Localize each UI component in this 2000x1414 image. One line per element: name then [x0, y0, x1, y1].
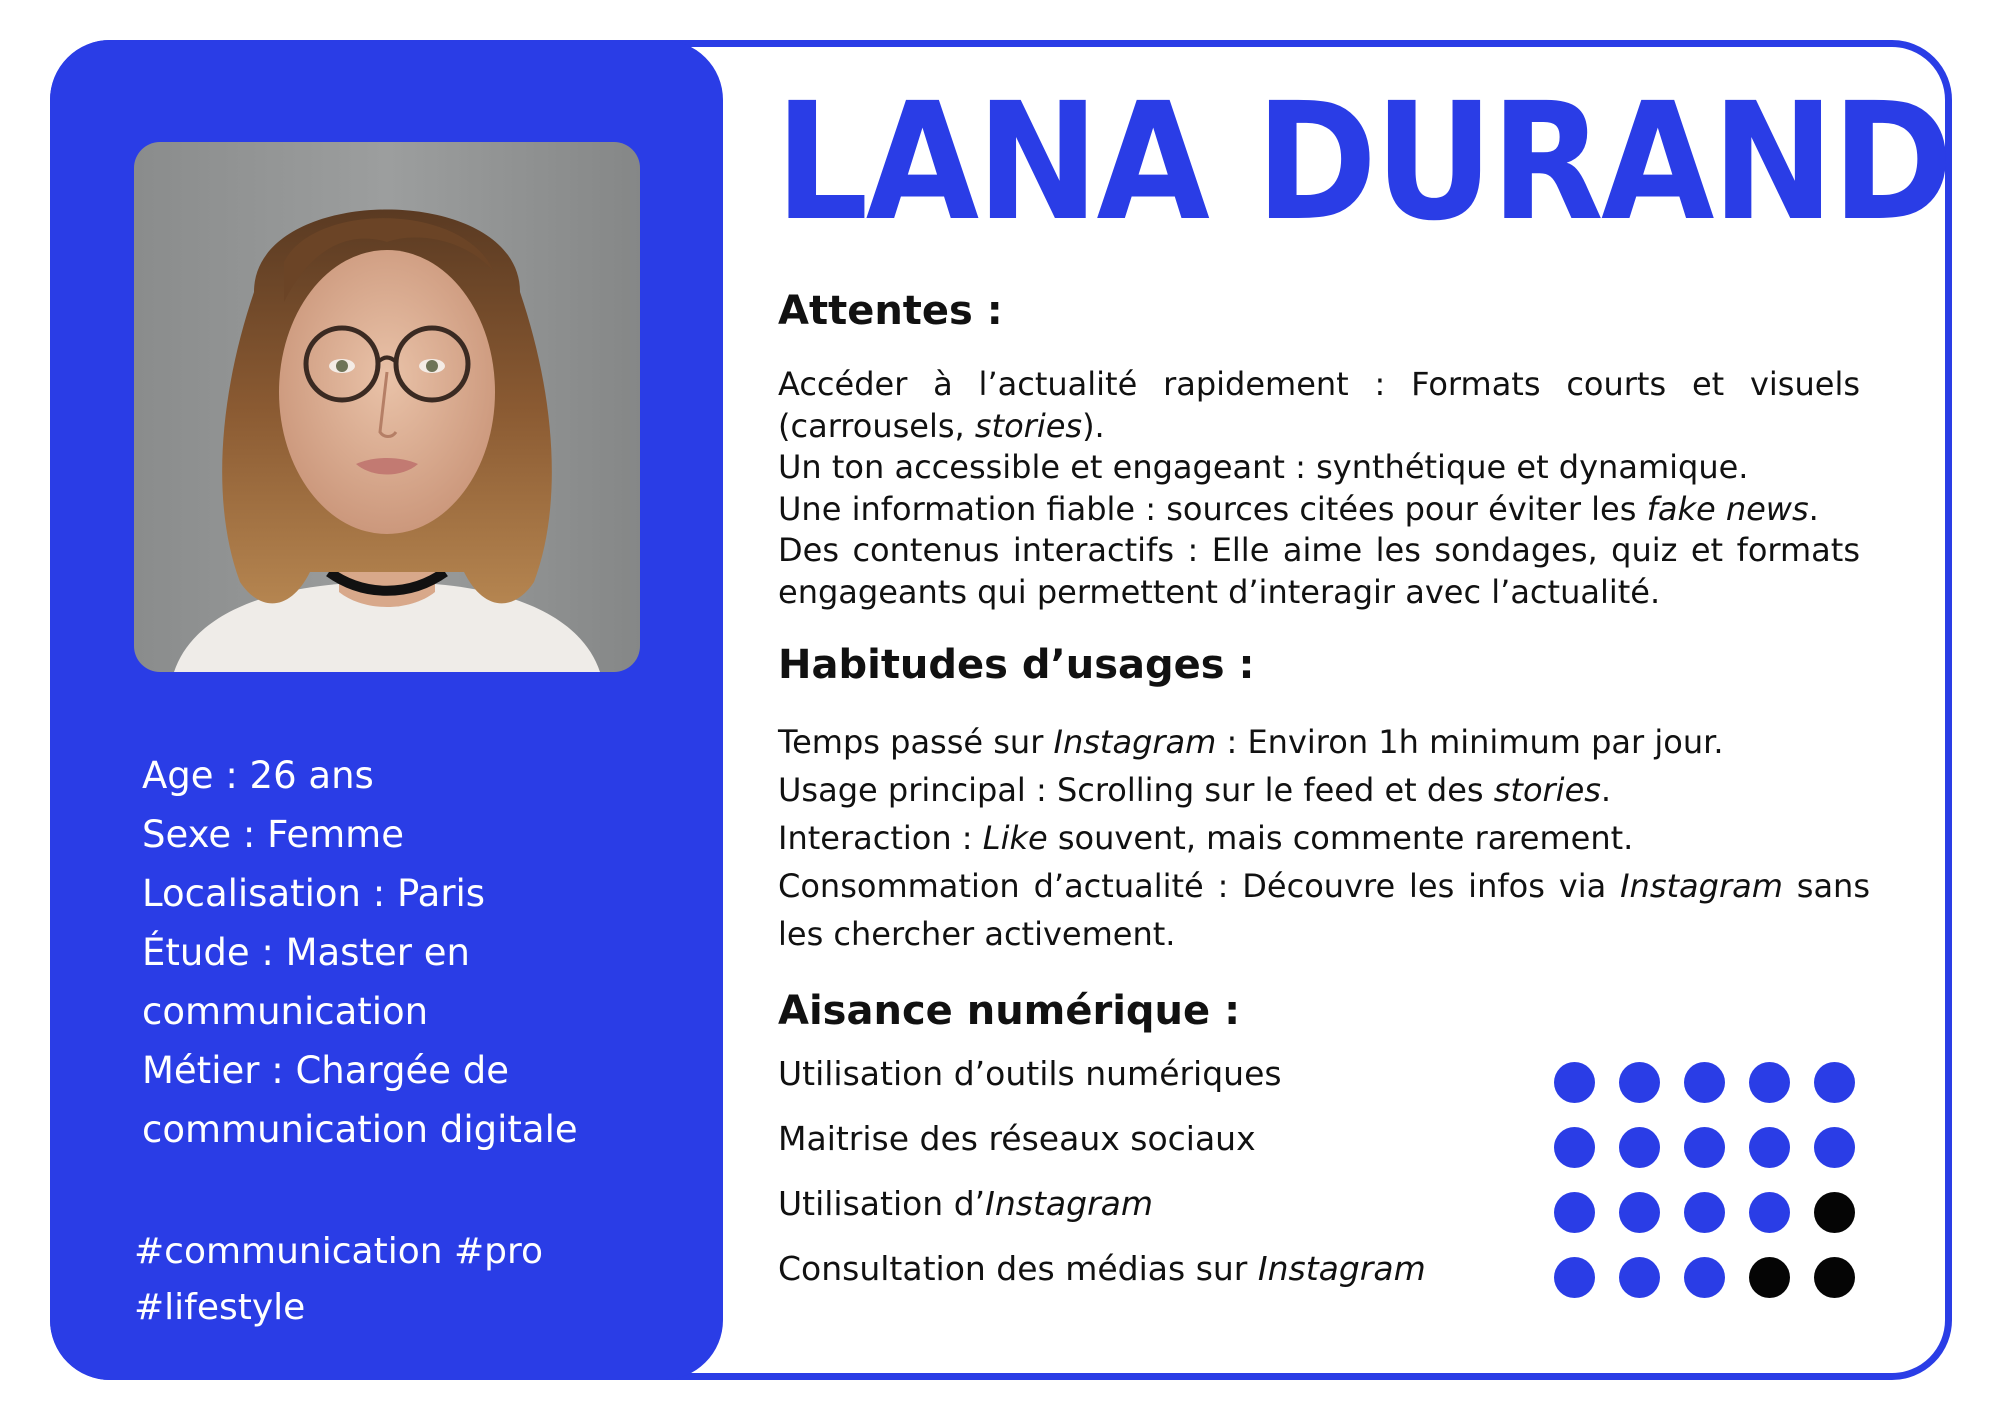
- attentes-item: Accéder à l’actualité rapidement : Formats courts et visuels (carrousels, stories).: [778, 365, 1860, 445]
- identity-age: Age : 26 ans: [142, 754, 374, 797]
- skill-label: Maitrise des réseaux sociaux: [778, 1119, 1256, 1158]
- skill-row: [778, 1054, 1868, 1119]
- identity-job-cont: communication digitale: [142, 1108, 578, 1151]
- habitudes-list: [778, 718, 1870, 958]
- rating-dot-filled: [1684, 1192, 1725, 1233]
- rating-dot-filled: [1619, 1127, 1660, 1168]
- habitudes-item: Temps passé sur Instagram : Environ 1h minimum par jour.: [778, 723, 1724, 761]
- rating-dot-filled: [1684, 1257, 1725, 1298]
- skill-label: Utilisation d’outils numériques: [778, 1054, 1282, 1093]
- attentes-item: Une information fiable : sources citées pour éviter les fake news.: [778, 489, 1819, 528]
- skill-label: Consultation des médias sur Instagram: [778, 1249, 1426, 1288]
- identity-study: Étude : Master en: [142, 931, 470, 974]
- rating-dot-filled: [1619, 1257, 1660, 1298]
- aisance-heading: Aisance numérique :: [778, 988, 1241, 1034]
- rating-dot-filled: [1684, 1062, 1725, 1103]
- attentes-heading: Attentes :: [778, 288, 1003, 334]
- attentes-item: Des contenus interactifs : Elle aime les sondages, quiz et formats engageants qui permettent d’interagir avec l’actualité.: [778, 531, 1860, 611]
- rating-dot-filled: [1554, 1192, 1595, 1233]
- habitudes-item: Usage principal : Scrolling sur le feed et des stories.: [778, 771, 1612, 809]
- identity-location: Localisation : Paris: [142, 872, 486, 915]
- rating-dot-filled: [1749, 1192, 1790, 1233]
- hashtags: [134, 1224, 694, 1336]
- portrait-photo: [134, 142, 640, 672]
- rating-dots: [1554, 1257, 1855, 1298]
- rating-dots: [1554, 1192, 1855, 1233]
- identity-sex: Sexe : Femme: [142, 813, 404, 856]
- rating-dots: [1554, 1062, 1855, 1103]
- skills-list: [778, 1054, 1868, 1314]
- habitudes-heading: Habitudes d’usages :: [778, 642, 1255, 688]
- rating-dot-filled: [1749, 1062, 1790, 1103]
- habitudes-item: Consommation d’actualité : Découvre les infos via Instagram sans les chercher activement.: [778, 867, 1871, 953]
- rating-dot-filled: [1749, 1127, 1790, 1168]
- hashtag-line: #communication #pro: [134, 1231, 544, 1272]
- rating-dot-filled: [1814, 1127, 1855, 1168]
- skill-row: [778, 1249, 1868, 1314]
- identity-details: [142, 746, 702, 1159]
- rating-dot-empty: [1749, 1257, 1790, 1298]
- rating-dot-empty: [1814, 1257, 1855, 1298]
- persona-name: LANA DURAND: [775, 69, 1951, 257]
- rating-dots: [1554, 1127, 1855, 1168]
- identity-job: Métier : Chargée de: [142, 1049, 509, 1092]
- hashtag-line: #lifestyle: [134, 1287, 306, 1328]
- attentes-item: Un ton accessible et engageant : synthétique et dynamique.: [778, 448, 1749, 486]
- skill-label: Utilisation d’Instagram: [778, 1184, 1154, 1223]
- rating-dot-filled: [1619, 1062, 1660, 1103]
- rating-dot-filled: [1814, 1062, 1855, 1103]
- rating-dot-filled: [1554, 1127, 1595, 1168]
- rating-dot-filled: [1619, 1192, 1660, 1233]
- skill-row: [778, 1184, 1868, 1249]
- identity-study-cont: communication: [142, 990, 429, 1033]
- habitudes-item: Interaction : Like souvent, mais commente rarement.: [778, 819, 1634, 857]
- profile-panel: [50, 40, 723, 1380]
- rating-dot-filled: [1684, 1127, 1725, 1168]
- portrait-illustration: [134, 142, 640, 672]
- rating-dot-filled: [1554, 1062, 1595, 1103]
- rating-dot-empty: [1814, 1192, 1855, 1233]
- skill-row: [778, 1119, 1868, 1184]
- attentes-list: [778, 364, 1860, 613]
- rating-dot-filled: [1554, 1257, 1595, 1298]
